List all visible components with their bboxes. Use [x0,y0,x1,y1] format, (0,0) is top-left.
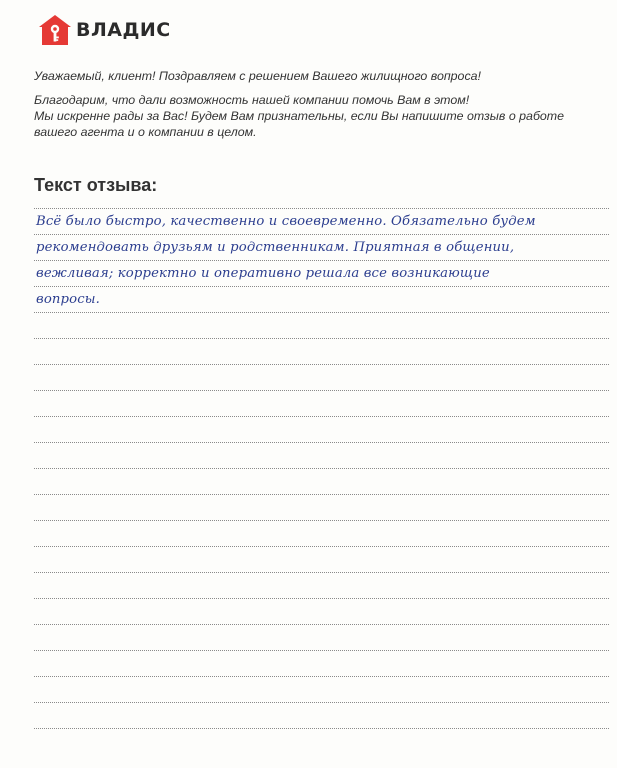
ruled-line [34,702,609,703]
ruled-line [34,286,609,287]
ruled-line [34,728,609,729]
greeting: Уважаемый, клиент! Поздравляем с решением Вашего жилищного вопроса! [34,69,481,83]
ruled-line [34,572,609,573]
handwritten-line-1: Всё было быстро, качественно и своевременно. Обязательно будем [36,214,536,229]
ruled-line [34,520,609,521]
intro-line-1: Благодарим, что дали возможность нашей компании помочь Вам в этом! [34,93,470,107]
intro-text [34,68,594,140]
ruled-line [34,598,609,599]
handwritten-line-4: вопросы. [36,292,101,307]
ruled-line [34,390,609,391]
ruled-line [34,624,609,625]
ruled-line [34,676,609,677]
intro-line-3: вашего агента и о компании в целом. [34,125,257,139]
ruled-line [34,338,609,339]
house-key-icon [38,14,72,46]
ruled-line [34,260,609,261]
ruled-line [34,234,609,235]
ruled-line [34,208,609,209]
ruled-line [34,650,609,651]
review-heading: Текст отзыва: [34,175,158,195]
ruled-line [34,312,609,313]
ruled-line [34,442,609,443]
ruled-line [34,494,609,495]
intro-line-2: Мы искренне рады за Вас! Будем Вам признательны, если Вы напишите отзыв о работе [34,109,565,123]
brand-logo [38,14,171,46]
ruled-lines [34,208,609,738]
handwritten-line-2: рекомендовать друзьям и родственникам. Приятная в общении, [36,240,515,255]
ruled-line [34,546,609,547]
ruled-line [34,468,609,469]
ruled-line [34,416,609,417]
handwritten-line-3: вежливая; корректно и оперативно решала все возникающие [36,266,490,281]
brand-name: ВЛАДИС [76,19,171,41]
ruled-line [34,364,609,365]
